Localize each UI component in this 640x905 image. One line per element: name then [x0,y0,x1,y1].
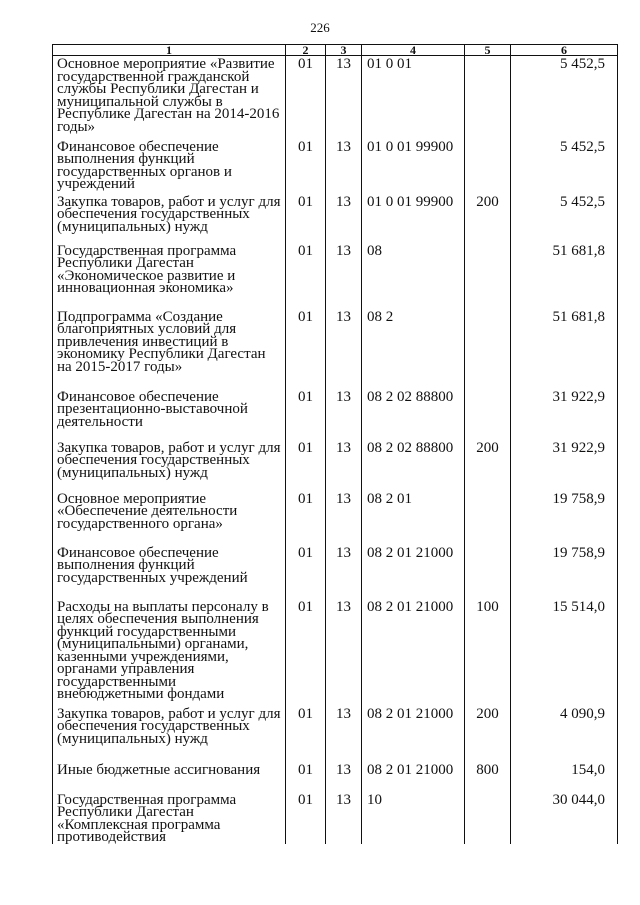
row-target-code: 08 2 01 21000 [362,706,465,762]
table-row [53,243,618,309]
row-name: Основное мероприятие «Обеспечение деятельности государственного органа» [53,491,286,545]
row-expense-type [465,56,511,139]
row-target-code: 01 0 01 [362,56,465,139]
row-expense-type [465,545,511,599]
row-target-code: 08 2 02 88800 [362,440,465,491]
row-target-code: 08 2 01 21000 [362,762,465,792]
header-col-4: 4 [362,45,465,56]
row-expense-type [465,139,511,194]
row-subsection: 13 [326,139,362,194]
row-amount: 30 044,0 [511,792,618,844]
row-subsection: 13 [326,56,362,139]
row-expense-type: 100 [465,599,511,706]
row-name: Закупка товаров, работ и услуг для обеспечения государственных (муниципальных) нужд [53,194,286,243]
table-row [53,309,618,389]
row-subsection: 13 [326,243,362,309]
row-section: 01 [286,545,326,599]
row-expense-type: 800 [465,762,511,792]
row-amount: 19 758,9 [511,491,618,545]
row-target-code: 08 2 [362,309,465,389]
row-expense-type [465,389,511,440]
row-amount: 31 922,9 [511,440,618,491]
row-section: 01 [286,599,326,706]
row-name: Финансовое обеспечение выполнения функций государственных учреждений [53,545,286,599]
row-expense-type: 200 [465,194,511,243]
row-subsection: 13 [326,762,362,792]
row-expense-type [465,491,511,545]
row-amount: 5 452,5 [511,139,618,194]
row-amount: 51 681,8 [511,309,618,389]
table-row [53,599,618,706]
row-target-code: 08 2 01 21000 [362,599,465,706]
table-header [53,45,618,56]
table-row [53,56,618,139]
row-subsection: 13 [326,599,362,706]
row-amount: 4 090,9 [511,706,618,762]
header-col-1: 1 [53,45,286,56]
row-name: Закупка товаров, работ и услуг для обеспечения государственных (муниципальных) нужд [53,706,286,762]
table-row [53,792,618,844]
row-subsection: 13 [326,389,362,440]
table-row [53,389,618,440]
table-row [53,139,618,194]
row-section: 01 [286,194,326,243]
row-section: 01 [286,491,326,545]
row-name: Финансовое обеспечение презентационно-выставочной деятельности [53,389,286,440]
row-section: 01 [286,389,326,440]
row-amount: 5 452,5 [511,56,618,139]
row-subsection: 13 [326,706,362,762]
header-col-5: 5 [465,45,511,56]
row-amount: 5 452,5 [511,194,618,243]
table-row [53,762,618,792]
table-row [53,491,618,545]
row-name: Государственная программа Республики Дагестан «Комплексная программа противодействия [53,792,286,844]
row-section: 01 [286,762,326,792]
row-target-code: 01 0 01 99900 [362,194,465,243]
row-target-code: 01 0 01 99900 [362,139,465,194]
budget-table [52,44,618,844]
table-row [53,545,618,599]
row-expense-type: 200 [465,706,511,762]
row-target-code: 08 2 01 21000 [362,545,465,599]
row-section: 01 [286,56,326,139]
row-amount: 31 922,9 [511,389,618,440]
row-target-code: 08 2 02 88800 [362,389,465,440]
row-amount: 154,0 [511,762,618,792]
row-subsection: 13 [326,545,362,599]
row-subsection: 13 [326,194,362,243]
row-expense-type [465,309,511,389]
row-target-code: 08 [362,243,465,309]
row-section: 01 [286,309,326,389]
row-section: 01 [286,139,326,194]
row-section: 01 [286,440,326,491]
row-name: Иные бюджетные ассигнования [53,762,286,792]
row-expense-type [465,792,511,844]
header-col-6: 6 [511,45,618,56]
row-subsection: 13 [326,440,362,491]
row-name: Расходы на выплаты персоналу в целях обеспечения выполнения функций государственными (муниципальными) органами, казенными учреждениями, органами управления государственными внебюджетными фондами [53,599,286,706]
row-subsection: 13 [326,792,362,844]
row-name: Финансовое обеспечение выполнения функций государственных органов и учреждений [53,139,286,194]
row-name: Подпрограмма «Создание благоприятных условий для привлечения инвестиций в экономику Республики Дагестан на 2015-2017 годы» [53,309,286,389]
row-target-code: 10 [362,792,465,844]
table-body [53,56,618,844]
page-number: 226 [310,20,330,35]
row-amount: 15 514,0 [511,599,618,706]
row-expense-type [465,243,511,309]
header-col-2: 2 [286,45,326,56]
row-section: 01 [286,243,326,309]
row-name: Закупка товаров, работ и услуг для обеспечения государственных (муниципальных) нужд [53,440,286,491]
row-section: 01 [286,792,326,844]
table-row [53,194,618,243]
row-amount: 51 681,8 [511,243,618,309]
header-col-3: 3 [326,45,362,56]
table-row [53,440,618,491]
row-amount: 19 758,9 [511,545,618,599]
row-name: Основное мероприятие «Развитие государственной гражданской службы Республики Дагестан и муниципальной службы в Республике Дагестан на 2014-2016 годы» [53,56,286,139]
row-name: Государственная программа Республики Дагестан «Экономическое развитие и инновационная экономика» [53,243,286,309]
row-target-code: 08 2 01 [362,491,465,545]
row-subsection: 13 [326,491,362,545]
header-row [53,45,618,56]
table-row [53,706,618,762]
row-expense-type: 200 [465,440,511,491]
row-section: 01 [286,706,326,762]
row-subsection: 13 [326,309,362,389]
